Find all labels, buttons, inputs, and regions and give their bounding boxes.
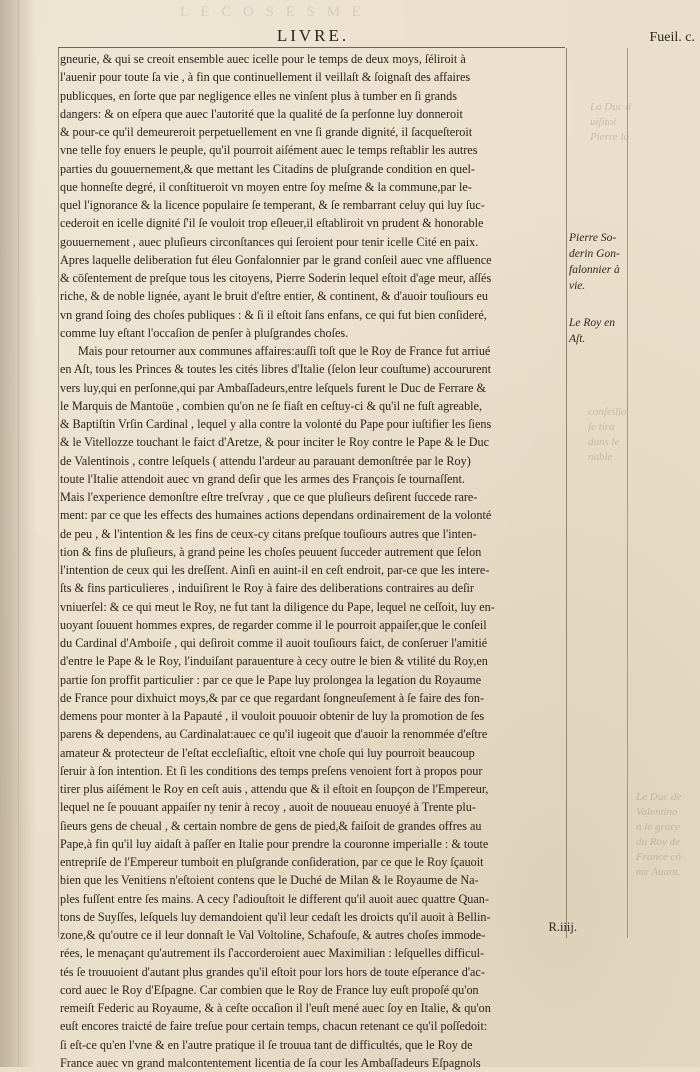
- text-line: ſieurs gens de cheual , & certain nombre de gens de pied,& faiſoit de grandes offres au: [60, 818, 482, 833]
- text-line: entrepriſe de l'Empereur tumboit en pluſgrande conſideration, par ce que le Roy ſçauoit: [60, 855, 484, 869]
- page-fold: [18, 0, 19, 1067]
- text-line: euſt encores traicté de faire treſue pour certain temps, chacun retenant ce qu'il poſſedoit:: [60, 1019, 488, 1034]
- text-line: du Cardinal d'Amboiſe , qui deſiroit comme il auoit touſiours faict, de conſeruer l'amitié: [60, 636, 488, 650]
- text-line: & le Vitellozze touchant le faict d'Aretze, & pour inciter le Roy contre le Pape & le Duc: [60, 435, 489, 450]
- text-line: parens & dependens, au Cardinalat:auec ce qu'il iugeoit que d'auoir la renommée d'eſtre: [60, 727, 488, 742]
- body-text: [60, 50, 565, 1072]
- text-line: gouuernement , auec pluſieurs circonſtances qui ſeroient pour tenir icelle Cité en paix.: [60, 234, 479, 249]
- text-line: toute l'Italie attendoit auec vn grand deſir que les armes des François ſe tournaſſent.: [60, 471, 465, 486]
- text-line: tons de Suyſſes, leſquels luy demandoient qu'il leur cedaſt les droicts qu'il auoit à Bellin-: [60, 909, 491, 924]
- text-line: de France pour dixhuict moys,& par ce que regardant ſongneuſement à ſe faire des fon-: [60, 690, 485, 705]
- text-line: partie ſon proffit particulier : par ce que le Pape luy prolongea la legation du Royaume: [60, 672, 482, 687]
- text-line: rées, le menaçant qu'autrement ils ſ'accorderoient auec Maximilian : leſquelles difficul-: [60, 946, 485, 961]
- text-line: vers luy,qui en perſonne,qui par Ambaſſadeurs,entre leſquels furent le Duc de Ferrare &: [60, 380, 486, 395]
- text-line: riche, & de noble lignée, ayant le bruit d'eſtre entier, & continent, & d'auoir touſiours eu: [60, 289, 488, 304]
- text-line: France auec vn grand malcontentement licentia de ſa cour les Ambaſſadeurs Eſpagnols: [60, 1055, 481, 1070]
- text-line: dangers: & on eſpera que auec l'autorité que la qualité de ſa perſonne luy donneroit: [60, 106, 463, 121]
- text-line: ſeruir à ſon intention. Et ſi les conditions des temps preſens venoient fort à propos pour: [60, 763, 483, 778]
- text-line: Mais l'experience demonſtre eſtre treſvray , que ce que pluſieurs deſirent ſuccede rare-: [60, 490, 478, 504]
- text-line: & cōſentement de preſque tous les citoyens, Pierre Soderin lequel eſtoit d'age meur, aſſés: [60, 271, 492, 285]
- sidenote-pierre-soderin: [569, 230, 635, 294]
- text-line: d'entre le Pape & le Roy, l'induiſant parauenture à cecy outre le bien & vtilité du Roy,en: [60, 654, 488, 669]
- text-line: que honneſte degré, il conſtitueroit vn moyen entre ſoy meſme & la commune,par le-: [60, 179, 472, 194]
- text-line: remeiſt Federic au Royaume, & à ceſte occaſion il l'euſt mené auec ſoy en Italie, & qu'on: [60, 1001, 491, 1015]
- sidenote-line: derin Gon-: [569, 248, 620, 260]
- text-line: gneurie, & qui se creoit ensemble auec icelle pour le temps de deux moys, ſéliroit à: [60, 52, 466, 66]
- text-line: vniuerſel: & ce qui meut le Roy, ne fut tant la diligence du Pape, lequel ne ceſſoit, luy en-: [60, 599, 495, 614]
- text-line: comme luy eſtant l'occaſion de penſer à pluſgrandes choſes.: [60, 325, 349, 340]
- folio-number: Fueil. c.: [649, 30, 695, 45]
- text-line: ſts & fins particulieres , induiſirent le Roy à faire des deliberations contraires au deſir: [60, 581, 474, 596]
- text-line: demens pour monter à la Papauté , il vouloit pouuoir obtenir de luy la promotion de ſes: [60, 709, 485, 723]
- text-line: & pour-ce qu'il demeureroit perpetuellement en vne ſi grande dignité, il ſacqueſteroit: [60, 125, 473, 139]
- text-line: cord auec le Roy d'Eſpagne. Car combien que le Roy de France luy euſt propoſé qu'on: [60, 982, 479, 997]
- text-line: tion & fins de pluſieurs, à grand peine les choſes peuuent ſucceder autrement que ſelon: [60, 544, 482, 559]
- text-line: l'intention de ceux qui les dreſſent. Ainſi en auint-il en ceſt endroit, par-ce que les interе-: [60, 563, 490, 577]
- running-head: LIVRE.: [276, 26, 350, 45]
- text-line: bien que les Venitiens n'eſtoient contens que le Duché de Milan & le Royaume de Na-: [60, 873, 479, 888]
- text-line: ſi eſt-ce qu'en l'vne & en l'autre pratique il ſe trouua tant de difficultés, que le Roy de: [60, 1037, 473, 1052]
- bleed-through-note: conſeillo ſe tira dans le nable: [588, 406, 627, 463]
- text-line: Pape,à fin qu'il luy aidaſt à paſſer en Italie pour prendre la couronne imperialle : & toute: [60, 836, 489, 851]
- text-line: amateur & protecteur de l'eſtat eccleſiaſtic, eſtoit vne choſe qui luy pourroit beaucoup: [60, 745, 475, 760]
- text-line: cederoit en icelle dignité ſ'il ſe vouloit trop eſleuer,il eſtabliroit vn prudent & honorable: [60, 216, 484, 231]
- bleed-through-note: La Duc d uiſitoi Pierre lo: [590, 101, 631, 143]
- text-line: & Baptiſtin Vrſin Cardinal , lequel y alla contre la volonté du Pape pour iuſtifier les ſiens: [60, 417, 492, 431]
- sidenote-line: Aſt.: [569, 333, 586, 345]
- text-line: tirer plus aiſément le Roy en ceſt auis , attendu que & il eſtoit en ſoupçon de l'Empereur,: [60, 782, 489, 796]
- text-line: uoyant ſouuent hommes expres, de regarder comme il le pourroit appaiſer,que le conſeil: [60, 617, 487, 632]
- sidenote-line: Le Roy en: [569, 317, 615, 329]
- sidenote-line: Pierre So-: [569, 232, 617, 244]
- text-line: lequel ne ſe pouuant appaiſer ny tenir à recoy , auoit de nouueau enuoyé à Trente plu-: [60, 800, 476, 815]
- text-line: ples fuſſent entre ſes mains. A cecy ſ'adiouſtoit le different qu'il auoit auec quattre Quan-: [60, 891, 489, 906]
- bleed-through-heading: L E C O S E S M E: [180, 4, 365, 20]
- bleed-through-note: Le Duc de Valentino n le grace du Roy de France cō me Auant.: [636, 791, 682, 878]
- text-line: Mais pour retourner aux communes affaires:auſſi toſt que le Roy de France fut arriué: [78, 344, 491, 358]
- margin-rule: [627, 48, 628, 938]
- text-line: tés ſe trouuoient d'autant plus grandes qu'il eſtoit pour lors hors de toute eſperance d'ac-: [60, 964, 485, 979]
- sidenote-le-roy-en-ast: [569, 315, 635, 347]
- text-line: l'auenir pour toute ſa vie , à fin que continuellement il veillaſt & ſoignaſt des affaires: [60, 70, 471, 85]
- sidenote-line: falonnier à: [569, 264, 620, 276]
- text-line: vn grand ſoing des choſes publiques : & ſi il eſtoit ſans enfans, ce qui fut bien conſideré,: [60, 307, 487, 322]
- text-line: Apres laquelle deliberation fut éleu Gonfalonnier par le grand conſeil auec vne affluence: [60, 252, 492, 267]
- text-line: de Valentinois , contre leſquels ( attendu l'ardeur au parauant demonſtrée par le Roy): [60, 453, 471, 468]
- catchword-signature: R.iiij.: [548, 920, 577, 934]
- text-line: de peu , & l'intention & les fins de ceux-cy citans preſque touſiours autres que l'inten-: [60, 526, 477, 541]
- sidenote-line: vie.: [569, 280, 586, 292]
- text-line: vne telle foy enuers le peuple, qu'il pourroit aiſément auec le temps reſtablir les autres: [60, 143, 478, 158]
- text-line: en Aſt, tous les Princes & toutes les cités libres d'Italie (ſelon leur couſtume) accoururent: [60, 362, 492, 377]
- text-line: ment: par ce que les effects des humaines actions dependans ordinairement de la volonté: [60, 508, 492, 523]
- text-line: le Marquis de Mantoüe , combien qu'on ne ſe fiaſt en ceſtuy-ci & qu'il ne fuſt agreable,: [60, 398, 483, 413]
- text-line: parties du gouuernement,& que mettant les Citadins de pluſgrande condition en quel-: [60, 161, 475, 176]
- text-line: publicques, en ſorte que par negligence elles ne vinſent plus à tumber en ſi grands: [60, 88, 457, 103]
- text-line: zone,& qu'outre ce il leur donnaſt le Val Voltoline, Schafouſe, & autres choſes immode-: [60, 928, 486, 942]
- text-line: quel l'ignorance & la licence populaire ſe temperant, & ſe rembarrant celuy qui luy ſuc-: [60, 198, 485, 212]
